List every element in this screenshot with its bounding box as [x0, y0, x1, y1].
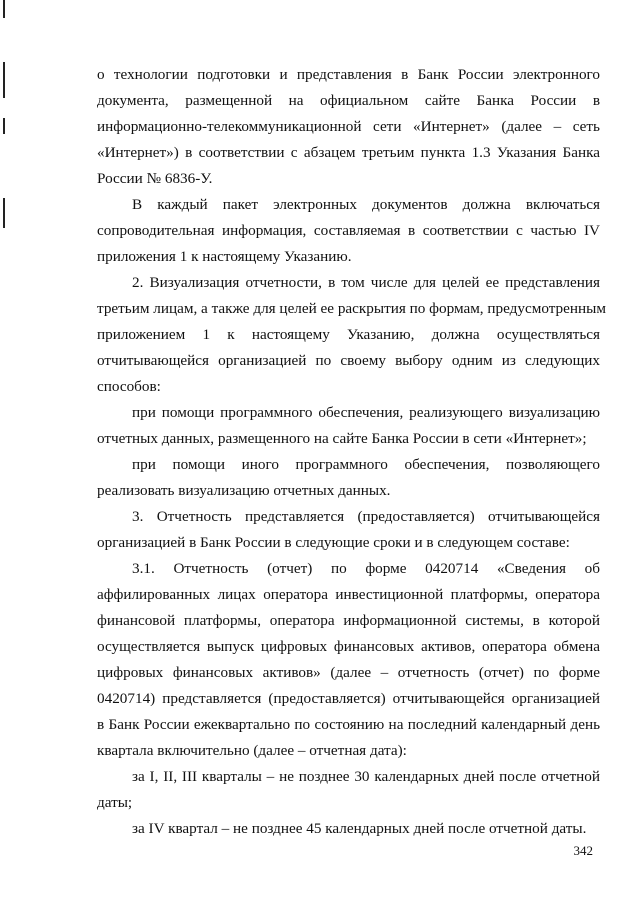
text-line: при помощи иного программного обеспечения, позволяющего [132, 456, 600, 473]
margin-mark [3, 118, 5, 134]
text-line: при помощи программного обеспечения, реализующего визуализацию [132, 404, 600, 421]
margin-mark [3, 0, 5, 18]
text-line: приложением 1 к настоящему Указанию, должна осуществляться [97, 326, 600, 343]
text-line: способов: [97, 378, 161, 395]
margin-mark [3, 62, 5, 98]
text-line: организацией в Банк России в следующие сроки и в следующем составе: [97, 534, 570, 551]
text-line: о технологии подготовки и представления в Банк России электронного [97, 66, 600, 83]
text-line: осуществляется выпуск цифровых финансовых активов, оператора обмена [97, 638, 600, 655]
text-line: В каждый пакет электронных документов должна включаться [132, 196, 600, 213]
text-line: «Интернет») в соответствии с абзацем третьим пункта 1.3 Указания Банка [97, 144, 600, 161]
text-line: цифровых финансовых активов» (далее – отчетность (отчет) по форме [97, 664, 600, 681]
text-line: 3. Отчетность представляется (предоставляется) отчитывающейся [132, 508, 600, 525]
text-line: отчитывающейся организацией по своему выбору одним из следующих [97, 352, 600, 369]
text-line: за IV квартал – не позднее 45 календарных дней после отчетной даты. [132, 820, 587, 837]
text-line: 3.1. Отчетность (отчет) по форме 0420714 «Сведения об [132, 560, 600, 577]
text-line: финансовой платформы, оператора информационной системы, в которой [97, 612, 600, 629]
text-line: третьим лицам, а также для целей ее раскрытия по формам, предусмотренным [97, 300, 606, 317]
text-line: даты; [97, 794, 133, 811]
text-line: 0420714) представляется (предоставляется) отчитывающейся организацией [97, 690, 600, 707]
text-line: России № 6836-У. [97, 170, 213, 187]
text-line: документа, размещенной на официальном сайте Банка России в [97, 92, 600, 109]
text-line: сопроводительная информация, составляемая в соответствии с частью IV [97, 222, 600, 239]
text-line: квартала включительно (далее – отчетная дата): [97, 742, 407, 759]
margin-mark [3, 198, 5, 228]
text-line: 2. Визуализация отчетности, в том числе для целей ее представления [132, 274, 600, 291]
text-line: приложения 1 к настоящему Указанию. [97, 248, 352, 265]
text-line: реализовать визуализацию отчетных данных. [97, 482, 391, 499]
text-line: информационно-телекоммуникационной сети «Интернет» (далее – сеть [97, 118, 600, 135]
document-body [97, 62, 606, 842]
text-line: отчетных данных, размещенного на сайте Банка России в сети «Интернет»; [97, 430, 587, 447]
text-line: за I, II, III кварталы – не позднее 30 календарных дней после отчетной [132, 768, 600, 785]
page-number: 342 [573, 843, 593, 858]
text-line: аффилированных лицах оператора инвестиционной платформы, оператора [97, 586, 600, 603]
text-line: в Банк России ежеквартально по состоянию на последний календарный день [97, 716, 600, 733]
